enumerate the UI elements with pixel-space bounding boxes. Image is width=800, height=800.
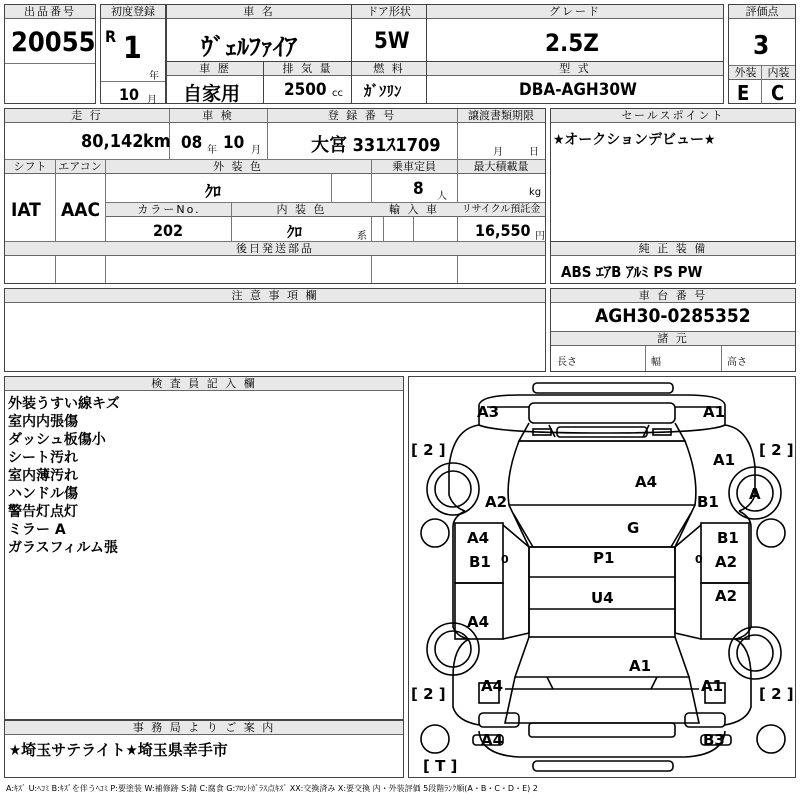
damage-mark-top-right: A1	[703, 403, 726, 421]
damage-mark-bracket-bl: [ 2 ]	[411, 685, 446, 703]
notes-label: 注 意 事 項 欄	[5, 289, 545, 303]
doors-box	[351, 4, 427, 62]
interior-grade: C	[771, 81, 785, 105]
length-label: 長さ	[557, 357, 577, 368]
mileage-label: 走 行	[5, 109, 169, 123]
recycle-label: リサイクル預託金	[457, 203, 545, 217]
damage-mark-bumper-r: B3	[703, 731, 725, 749]
damage-mark-bracket-tl: [ 2 ]	[411, 441, 446, 459]
shift-label: シフト	[5, 160, 55, 174]
transfer-month-unit: 月	[493, 147, 503, 158]
capacity-unit: 人	[437, 191, 447, 202]
displacement-unit: cc	[332, 88, 343, 99]
inspection-month: 10	[223, 133, 245, 153]
exterior-grade-label: 外装	[729, 66, 762, 80]
damage-mark-l-door-b: B1	[469, 553, 491, 571]
damage-mark-roof1: P1	[593, 549, 615, 567]
equipment-items: ABS ｴｱB ｱﾙﾐ PS PW	[561, 263, 703, 281]
car-name-label: 車 名	[167, 5, 351, 19]
int-color-unit: 系	[357, 231, 367, 242]
int-color-label: 内 装 色	[232, 203, 371, 217]
exterior-grade: E	[737, 81, 750, 105]
damage-mark-top-left: A3	[477, 403, 500, 421]
plate-number: 大宮 331ｽ1709	[311, 135, 441, 156]
lot-number-label: 出品番号	[5, 5, 95, 19]
inspector-line: シート汚れ	[8, 450, 78, 466]
damage-mark-rear-glass: A1	[629, 657, 652, 675]
car-name-box	[166, 4, 352, 62]
equipment-box	[550, 241, 796, 284]
history: 自家用	[183, 83, 241, 105]
doors-label: ドア形状	[352, 5, 426, 19]
color-no: 202	[153, 221, 184, 240]
mileage: 80,142	[81, 131, 144, 152]
inspector-line: 室内内張傷	[8, 414, 78, 430]
damage-mark-r1: A1	[713, 451, 736, 469]
damage-mark-r-door-b: A2	[715, 553, 738, 571]
history-label: 車 歴	[167, 62, 263, 76]
capacity-label: 乗車定員	[371, 160, 457, 174]
score-label: 評価点	[729, 5, 795, 19]
transfer-day-unit: 日	[529, 147, 539, 158]
inspector-line: ハンドル傷	[8, 486, 78, 502]
office-label: 事 務 局 よ り ご 案 内	[5, 721, 403, 735]
recycle-fee: 16,550	[475, 221, 531, 240]
damage-mark-r-rdoor: A2	[715, 587, 738, 605]
first-registration-label: 初度登録	[101, 5, 165, 19]
capacity: 8	[413, 179, 424, 199]
load-unit: kg	[529, 187, 542, 198]
damage-mark-spare: [ T ]	[423, 757, 458, 775]
reg-year-unit: 年	[149, 71, 159, 82]
damage-mark-l-rdoor: A4	[467, 613, 490, 631]
damage-mark-l-door-a: A4	[467, 529, 490, 547]
model: DBA-AGH30W	[519, 80, 637, 100]
damage-mark-bracket-br: [ 2 ]	[759, 685, 794, 703]
displacement-box	[263, 61, 352, 104]
office-box	[4, 720, 404, 778]
damage-mark-r-fender: B1	[697, 493, 719, 511]
inspector-line: 警告灯点灯	[8, 504, 78, 520]
car-diagram-svg	[409, 377, 795, 777]
recycle-unit: 円	[535, 231, 545, 242]
chassis-box	[550, 288, 796, 372]
ac-label: エアコン	[55, 160, 105, 174]
grade: 2.5Z	[545, 29, 599, 57]
inspection-month-unit: 月	[251, 145, 261, 156]
inspection-year: 08	[181, 133, 203, 153]
transfer-label: 譲渡書類期限	[457, 109, 545, 123]
inspector-line: ダッシュ板傷小	[8, 432, 106, 448]
notes-box	[4, 288, 546, 372]
model-label: 型 式	[427, 62, 723, 76]
ext-color: ｸﾛ	[205, 182, 222, 201]
chassis-label: 車 台 番 号	[551, 289, 795, 303]
grade-box	[426, 4, 724, 62]
plate-label: 登 録 番 号	[267, 109, 457, 123]
displacement: 2500	[284, 80, 327, 100]
import-label: 輸 入 車	[371, 203, 457, 217]
later-parts-label: 後日発送部品	[5, 242, 545, 256]
reg-month-unit: 月	[147, 95, 157, 106]
first-registration-box	[100, 4, 166, 104]
damage-mark-zero: 0	[501, 553, 509, 566]
grade-label: グレード	[427, 5, 723, 19]
shift: IAT	[11, 199, 41, 221]
damage-mark-r-wheel: A	[749, 485, 761, 503]
height-label: 高さ	[727, 357, 747, 368]
inspector-line: ミラー A	[8, 522, 66, 538]
damage-mark-l-qtr: A4	[481, 677, 504, 695]
color-no-label: カラーNo.	[106, 203, 232, 217]
interior-grade-label: 内装	[762, 66, 795, 80]
inspection-label: 車 検	[169, 109, 267, 123]
inspector-label: 検 査 員 記 入 欄	[5, 377, 403, 391]
damage-mark-hood: A4	[635, 473, 658, 491]
specs-label: 諸 元	[551, 331, 795, 346]
vehicle-info-panel	[4, 108, 546, 284]
era: R	[105, 27, 117, 46]
inspector-line: ガラスフィルム張	[8, 540, 118, 556]
ac: AAC	[61, 199, 101, 221]
damage-diagram	[408, 376, 796, 778]
int-color: ｸﾛ	[287, 223, 303, 241]
damage-mark-l-fender: A2	[485, 493, 508, 511]
inspector-box	[4, 376, 404, 720]
fuel-label: 燃 料	[352, 62, 426, 76]
width-label: 幅	[651, 357, 661, 368]
office-text: ★埼玉サテライト★埼玉県幸手市	[9, 741, 228, 759]
reg-year: 1	[123, 31, 142, 66]
history-box	[166, 61, 264, 104]
inspector-lines	[8, 395, 120, 557]
doors: 5W	[374, 29, 410, 54]
lot-number-box	[4, 4, 96, 104]
inspection-year-unit: 年	[207, 145, 217, 156]
mileage-unit: km	[143, 131, 171, 152]
damage-mark-windshield: G	[627, 519, 640, 537]
damage-mark-zero: 0	[695, 553, 703, 566]
sales-point-label: セールスポイント	[551, 109, 795, 123]
model-box	[426, 61, 724, 104]
sales-point-text: ★オークションデビュー★	[553, 132, 716, 148]
damage-mark-bracket-tr: [ 2 ]	[759, 441, 794, 459]
displacement-label: 排 気 量	[264, 62, 351, 76]
fuel-box	[351, 61, 427, 104]
chassis-number: AGH30-0285352	[595, 305, 751, 327]
damage-mark-roof2: U4	[591, 589, 614, 607]
ext-color-label: 外 装 色	[105, 160, 371, 174]
legend: A:ｷｽﾞ U:ﾍｺﾐ B:ｷｽﾞを伴うﾍｺﾐ P:要塗装 W:補修跡 S:錆 C:腐食 G:ﾌﾛﾝﾄｶﾞﾗｽ点ｷｽﾞ XX:交換済み X:要交換 内・外装評価 5段階ﾗﾝｸ順(A・B・C・D・E) 2	[6, 784, 538, 793]
inspector-line: 室内薄汚れ	[8, 468, 78, 484]
damage-mark-r-door-a: B1	[717, 529, 739, 547]
sales-point-box	[550, 108, 796, 242]
reg-month: 10	[119, 85, 140, 104]
fuel: ｶﾞｿﾘﾝ	[364, 82, 402, 100]
car-name: ｳﾞｪﾙﾌｧｲｱ	[201, 33, 297, 61]
equipment-label: 純 正 装 備	[551, 242, 795, 256]
score: 3	[753, 31, 770, 61]
score-box	[728, 4, 796, 104]
lot-number: 20055	[11, 27, 96, 58]
load-label: 最大積載量	[457, 160, 545, 174]
damage-mark-bumper-l: A4	[481, 731, 504, 749]
inspector-line: 外装うすい線キズ	[8, 396, 120, 412]
damage-mark-r-qtr: A1	[701, 677, 724, 695]
